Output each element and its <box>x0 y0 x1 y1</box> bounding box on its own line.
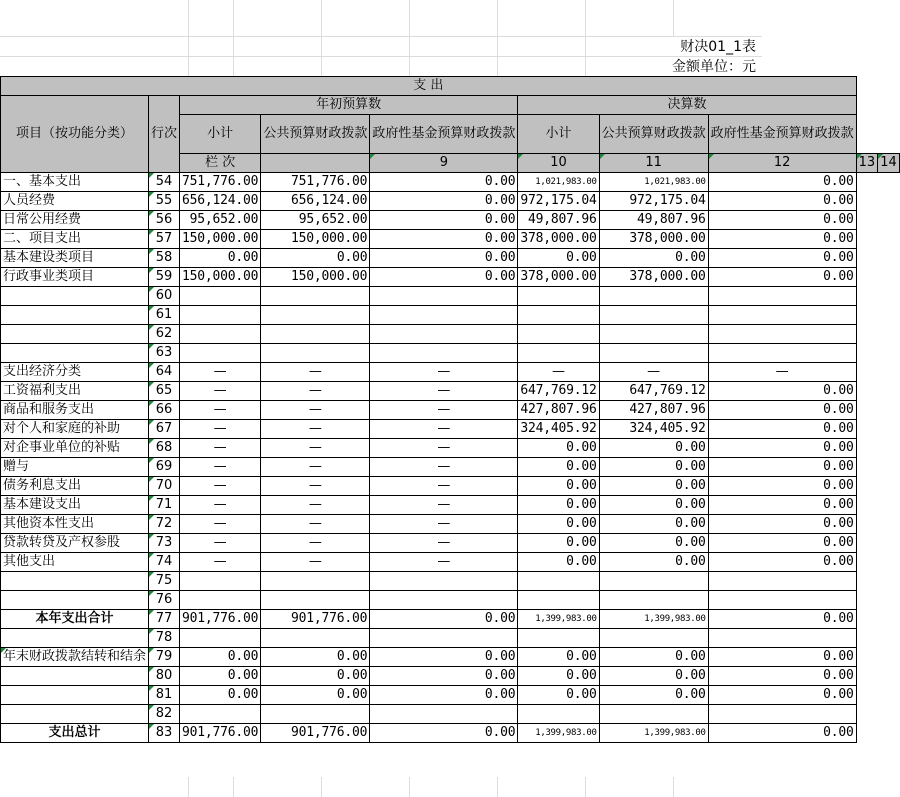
row-value-cell: 647,769.12 <box>518 382 599 401</box>
table-row <box>1 287 900 306</box>
row-value-cell: 150,000.00 <box>180 230 261 249</box>
row-item-name <box>1 325 149 344</box>
row-value-cell <box>599 344 708 363</box>
table-row <box>1 249 900 268</box>
row-value-cell <box>518 572 599 591</box>
row-value-cell: — <box>370 515 518 534</box>
row-value-cell <box>370 705 518 724</box>
row-value-cell: — <box>370 363 518 382</box>
row-value-cell <box>370 344 518 363</box>
table-row <box>1 420 900 439</box>
row-value-cell: — <box>370 553 518 572</box>
row-value-cell <box>261 344 370 363</box>
line-column-header: 行次 <box>149 96 180 173</box>
row-value-cell: — <box>180 534 261 553</box>
row-value-cell: 0.00 <box>708 230 856 249</box>
row-value-cell: 0.00 <box>708 496 856 515</box>
row-value-cell: 1,399,983.00 <box>599 724 708 743</box>
row-value-cell <box>261 287 370 306</box>
row-item-name: 其他支出 <box>1 553 149 572</box>
item-column-header: 项目（按功能分类） <box>1 96 149 173</box>
row-line-number: 63 <box>149 344 180 363</box>
row-value-cell <box>370 629 518 648</box>
row-line-number: 73 <box>149 534 180 553</box>
row-line-number: 68 <box>149 439 180 458</box>
row-value-cell: — <box>370 477 518 496</box>
row-line-number: 66 <box>149 401 180 420</box>
row-line-number: 56 <box>149 211 180 230</box>
row-line-number: 77 <box>149 610 180 629</box>
sheet-bottom-area <box>0 777 762 797</box>
row-line-number: 71 <box>149 496 180 515</box>
row-line-number: 61 <box>149 306 180 325</box>
row-value-cell: — <box>261 439 370 458</box>
row-value-cell: 0.00 <box>708 192 856 211</box>
row-value-cell: 0.00 <box>708 553 856 572</box>
row-value-cell: 150,000.00 <box>180 268 261 287</box>
row-value-cell: 0.00 <box>180 249 261 268</box>
row-value-cell: 150,000.00 <box>261 268 370 287</box>
row-value-cell: — <box>180 553 261 572</box>
row-value-cell: 1,399,983.00 <box>599 610 708 629</box>
row-value-cell <box>518 287 599 306</box>
row-value-cell: — <box>370 439 518 458</box>
lanci-line-blank <box>261 154 370 173</box>
col-number: 9 <box>370 154 518 173</box>
row-value-cell <box>180 306 261 325</box>
row-value-cell: 0.00 <box>708 477 856 496</box>
row-value-cell: 0.00 <box>370 724 518 743</box>
row-value-cell <box>708 325 856 344</box>
row-value-cell: — <box>261 363 370 382</box>
col-number: 12 <box>708 154 856 173</box>
table-row <box>1 344 900 363</box>
row-value-cell: 656,124.00 <box>180 192 261 211</box>
budget-subtotal-header: 小计 <box>180 115 261 154</box>
row-value-cell <box>518 591 599 610</box>
row-value-cell: 427,807.96 <box>518 401 599 420</box>
row-value-cell <box>261 306 370 325</box>
col-number: 14 <box>878 154 900 173</box>
row-value-cell <box>708 629 856 648</box>
row-value-cell: 0.00 <box>261 667 370 686</box>
row-value-cell: 0.00 <box>708 534 856 553</box>
row-value-cell: 751,776.00 <box>180 173 261 192</box>
table-row <box>1 648 900 667</box>
row-line-number: 76 <box>149 591 180 610</box>
row-value-cell: 647,769.12 <box>599 382 708 401</box>
row-value-cell: — <box>180 363 261 382</box>
row-value-cell: — <box>180 420 261 439</box>
row-value-cell: — <box>261 553 370 572</box>
row-line-number: 81 <box>149 686 180 705</box>
row-value-cell: 0.00 <box>708 648 856 667</box>
row-value-cell: 0.00 <box>599 553 708 572</box>
row-line-number: 62 <box>149 325 180 344</box>
table-row <box>1 477 900 496</box>
row-value-cell: 0.00 <box>180 648 261 667</box>
row-value-cell: — <box>180 496 261 515</box>
row-line-number: 57 <box>149 230 180 249</box>
row-value-cell <box>708 705 856 724</box>
row-value-cell <box>599 287 708 306</box>
row-value-cell: 0.00 <box>518 515 599 534</box>
row-item-name: 对个人和家庭的补助 <box>1 420 149 439</box>
budget-group-header: 年初预算数 <box>180 96 518 115</box>
row-value-cell: 0.00 <box>708 610 856 629</box>
row-line-number: 80 <box>149 667 180 686</box>
row-value-cell <box>708 287 856 306</box>
row-line-number: 70 <box>149 477 180 496</box>
row-value-cell: 378,000.00 <box>518 230 599 249</box>
table-row <box>1 553 900 572</box>
table-row <box>1 325 900 344</box>
table-row <box>1 515 900 534</box>
table-row <box>1 458 900 477</box>
row-value-cell: 0.00 <box>708 515 856 534</box>
row-line-number: 60 <box>149 287 180 306</box>
row-value-cell: 0.00 <box>708 667 856 686</box>
row-value-cell: 0.00 <box>518 667 599 686</box>
budget-public-header: 公共预算财政拨款 <box>261 115 370 154</box>
row-value-cell: 0.00 <box>518 477 599 496</box>
table-row <box>1 610 900 629</box>
row-value-cell: 901,776.00 <box>180 610 261 629</box>
table-row <box>1 705 900 724</box>
row-value-cell: — <box>370 401 518 420</box>
row-value-cell: 0.00 <box>599 515 708 534</box>
table-row <box>1 173 900 192</box>
row-value-cell <box>599 705 708 724</box>
row-value-cell: 0.00 <box>370 173 518 192</box>
row-value-cell <box>518 306 599 325</box>
row-value-cell: 0.00 <box>708 211 856 230</box>
row-value-cell: 901,776.00 <box>261 610 370 629</box>
row-value-cell: 0.00 <box>261 249 370 268</box>
row-value-cell: 0.00 <box>518 534 599 553</box>
row-value-cell <box>261 705 370 724</box>
row-item-name: 基本建设类项目 <box>1 249 149 268</box>
row-value-cell: 0.00 <box>370 192 518 211</box>
row-value-cell: 95,652.00 <box>261 211 370 230</box>
row-value-cell: 0.00 <box>518 553 599 572</box>
row-value-cell <box>708 306 856 325</box>
row-value-cell: — <box>261 420 370 439</box>
row-item-name <box>1 686 149 705</box>
row-value-cell: — <box>370 458 518 477</box>
row-value-cell <box>261 591 370 610</box>
row-line-number: 78 <box>149 629 180 648</box>
row-item-name: 贷款转贷及产权参股 <box>1 534 149 553</box>
row-value-cell: 0.00 <box>370 648 518 667</box>
lanci-label: 栏 次 <box>180 154 261 173</box>
row-value-cell: 751,776.00 <box>261 173 370 192</box>
row-value-cell <box>180 572 261 591</box>
row-value-cell: 0.00 <box>370 610 518 629</box>
row-line-number: 83 <box>149 724 180 743</box>
row-line-number: 74 <box>149 553 180 572</box>
table-row <box>1 363 900 382</box>
row-value-cell: 95,652.00 <box>180 211 261 230</box>
row-value-cell: — <box>180 382 261 401</box>
row-line-number: 55 <box>149 192 180 211</box>
row-value-cell <box>599 325 708 344</box>
row-value-cell <box>708 591 856 610</box>
row-value-cell <box>370 306 518 325</box>
row-value-cell: 901,776.00 <box>261 724 370 743</box>
table-row <box>1 686 900 705</box>
row-item-name: 对企事业单位的补贴 <box>1 439 149 458</box>
row-value-cell: — <box>708 363 856 382</box>
table-row <box>1 401 900 420</box>
table-row <box>1 667 900 686</box>
table-row <box>1 211 900 230</box>
row-value-cell: 0.00 <box>599 496 708 515</box>
row-value-cell: — <box>180 458 261 477</box>
row-value-cell: 0.00 <box>708 439 856 458</box>
row-line-number: 64 <box>149 363 180 382</box>
row-value-cell: 1,399,983.00 <box>518 610 599 629</box>
row-item-name <box>1 287 149 306</box>
row-value-cell <box>180 344 261 363</box>
row-value-cell: 0.00 <box>599 534 708 553</box>
table-row <box>1 382 900 401</box>
expenditure-header: 支 出 <box>1 77 857 96</box>
row-item-name <box>1 572 149 591</box>
row-value-cell <box>180 325 261 344</box>
row-item-name: 债务利息支出 <box>1 477 149 496</box>
row-item-name <box>1 629 149 648</box>
row-value-cell <box>599 306 708 325</box>
row-value-cell: 0.00 <box>518 686 599 705</box>
row-value-cell: 378,000.00 <box>518 268 599 287</box>
row-value-cell: 0.00 <box>261 686 370 705</box>
sheet-top-area <box>0 0 762 76</box>
row-value-cell: 0.00 <box>518 439 599 458</box>
table-row <box>1 572 900 591</box>
row-item-name <box>1 705 149 724</box>
row-value-cell: — <box>261 534 370 553</box>
row-value-cell: 0.00 <box>708 724 856 743</box>
row-value-cell: 1,021,983.00 <box>599 173 708 192</box>
row-value-cell: 0.00 <box>370 211 518 230</box>
row-value-cell: 49,807.96 <box>518 211 599 230</box>
row-value-cell <box>708 344 856 363</box>
row-value-cell <box>599 629 708 648</box>
row-item-name: 基本建设支出 <box>1 496 149 515</box>
row-value-cell: 1,399,983.00 <box>518 724 599 743</box>
row-value-cell: 427,807.96 <box>599 401 708 420</box>
final-fund-header: 政府性基金预算财政拨款 <box>708 115 856 154</box>
row-value-cell: 0.00 <box>180 686 261 705</box>
row-item-name: 其他资本性支出 <box>1 515 149 534</box>
table-row <box>1 724 900 743</box>
col-number: 10 <box>518 154 599 173</box>
form-number: 财决01_1表 <box>680 39 756 55</box>
row-value-cell: — <box>599 363 708 382</box>
row-value-cell: 0.00 <box>599 458 708 477</box>
row-value-cell: 0.00 <box>599 667 708 686</box>
row-value-cell: 49,807.96 <box>599 211 708 230</box>
row-line-number: 72 <box>149 515 180 534</box>
final-subtotal-header: 小计 <box>518 115 599 154</box>
row-line-number: 79 <box>149 648 180 667</box>
row-value-cell: 0.00 <box>370 686 518 705</box>
row-item-name: 赠与 <box>1 458 149 477</box>
row-value-cell <box>518 344 599 363</box>
col-number: 13 <box>856 154 878 173</box>
row-value-cell: 0.00 <box>370 268 518 287</box>
final-public-header: 公共预算财政拨款 <box>599 115 708 154</box>
table-row <box>1 230 900 249</box>
row-value-cell <box>370 325 518 344</box>
row-value-cell <box>261 629 370 648</box>
row-line-number: 58 <box>149 249 180 268</box>
row-value-cell: 0.00 <box>370 667 518 686</box>
row-value-cell: — <box>261 458 370 477</box>
row-value-cell <box>180 287 261 306</box>
row-value-cell: — <box>180 477 261 496</box>
row-item-name: 一、基本支出 <box>1 173 149 192</box>
row-value-cell <box>599 591 708 610</box>
row-value-cell: 0.00 <box>180 667 261 686</box>
row-value-cell: 901,776.00 <box>180 724 261 743</box>
row-value-cell: 0.00 <box>599 648 708 667</box>
row-line-number: 65 <box>149 382 180 401</box>
row-value-cell <box>261 572 370 591</box>
row-value-cell: 972,175.04 <box>518 192 599 211</box>
table-row <box>1 192 900 211</box>
row-value-cell: — <box>370 496 518 515</box>
row-value-cell: 0.00 <box>261 648 370 667</box>
final-group-header: 决算数 <box>518 96 856 115</box>
row-value-cell: 0.00 <box>599 249 708 268</box>
row-value-cell: 656,124.00 <box>261 192 370 211</box>
row-value-cell: 0.00 <box>708 382 856 401</box>
row-value-cell: — <box>370 534 518 553</box>
expenditure-table <box>0 76 900 743</box>
table-row <box>1 534 900 553</box>
row-value-cell: — <box>180 515 261 534</box>
row-value-cell <box>599 572 708 591</box>
col-number: 11 <box>599 154 708 173</box>
row-value-cell: 0.00 <box>708 268 856 287</box>
row-value-cell: 150,000.00 <box>261 230 370 249</box>
row-value-cell: 0.00 <box>518 648 599 667</box>
row-item-name <box>1 344 149 363</box>
row-value-cell <box>518 325 599 344</box>
row-value-cell: 0.00 <box>708 458 856 477</box>
row-value-cell: 0.00 <box>708 401 856 420</box>
amount-unit: 金额单位：元 <box>672 59 756 75</box>
row-line-number: 59 <box>149 268 180 287</box>
row-value-cell: 0.00 <box>518 496 599 515</box>
row-item-name: 支出经济分类 <box>1 363 149 382</box>
row-value-cell <box>708 572 856 591</box>
row-value-cell <box>370 572 518 591</box>
row-value-cell <box>180 591 261 610</box>
row-value-cell: 0.00 <box>518 249 599 268</box>
row-value-cell: 0.00 <box>599 477 708 496</box>
row-item-name <box>1 591 149 610</box>
row-value-cell: — <box>180 439 261 458</box>
table-row <box>1 591 900 610</box>
row-item-name: 本年支出合计 <box>1 610 149 629</box>
row-value-cell: 0.00 <box>708 173 856 192</box>
row-value-cell: — <box>180 401 261 420</box>
row-value-cell: 1,021,983.00 <box>518 173 599 192</box>
row-item-name <box>1 667 149 686</box>
row-value-cell: — <box>261 515 370 534</box>
row-item-name: 支出总计 <box>1 724 149 743</box>
row-value-cell <box>518 705 599 724</box>
row-line-number: 82 <box>149 705 180 724</box>
row-value-cell: 0.00 <box>599 439 708 458</box>
row-value-cell: — <box>261 382 370 401</box>
row-value-cell: 0.00 <box>708 686 856 705</box>
row-value-cell <box>261 325 370 344</box>
row-value-cell: 0.00 <box>708 420 856 439</box>
row-value-cell: 0.00 <box>708 249 856 268</box>
table-row <box>1 496 900 515</box>
row-item-name <box>1 306 149 325</box>
row-item-name: 行政事业类项目 <box>1 268 149 287</box>
table-row <box>1 268 900 287</box>
row-value-cell: — <box>261 496 370 515</box>
row-item-name: 商品和服务支出 <box>1 401 149 420</box>
row-value-cell <box>518 629 599 648</box>
row-value-cell: 0.00 <box>370 249 518 268</box>
row-value-cell: 0.00 <box>370 230 518 249</box>
row-value-cell: 378,000.00 <box>599 268 708 287</box>
row-line-number: 69 <box>149 458 180 477</box>
row-value-cell <box>180 629 261 648</box>
row-value-cell: 324,405.92 <box>599 420 708 439</box>
row-value-cell: 0.00 <box>599 686 708 705</box>
row-value-cell: 378,000.00 <box>599 230 708 249</box>
budget-fund-header: 政府性基金预算财政拨款 <box>370 115 518 154</box>
row-line-number: 75 <box>149 572 180 591</box>
row-line-number: 67 <box>149 420 180 439</box>
row-item-name: 工资福利支出 <box>1 382 149 401</box>
row-value-cell: — <box>518 363 599 382</box>
table-row <box>1 629 900 648</box>
row-item-name: 人员经费 <box>1 192 149 211</box>
table-row <box>1 306 900 325</box>
table-row <box>1 439 900 458</box>
row-value-cell <box>370 287 518 306</box>
row-value-cell <box>180 705 261 724</box>
row-value-cell: 972,175.04 <box>599 192 708 211</box>
row-line-number: 54 <box>149 173 180 192</box>
row-value-cell <box>370 591 518 610</box>
row-item-name: 日常公用经费 <box>1 211 149 230</box>
table-body <box>1 173 900 743</box>
row-item-name: 年末财政拨款结转和结余 <box>1 648 149 667</box>
row-value-cell: — <box>370 420 518 439</box>
row-value-cell: 324,405.92 <box>518 420 599 439</box>
row-value-cell: — <box>261 401 370 420</box>
row-value-cell: — <box>261 477 370 496</box>
row-item-name: 二、项目支出 <box>1 230 149 249</box>
row-value-cell: — <box>370 382 518 401</box>
row-value-cell: 0.00 <box>518 458 599 477</box>
